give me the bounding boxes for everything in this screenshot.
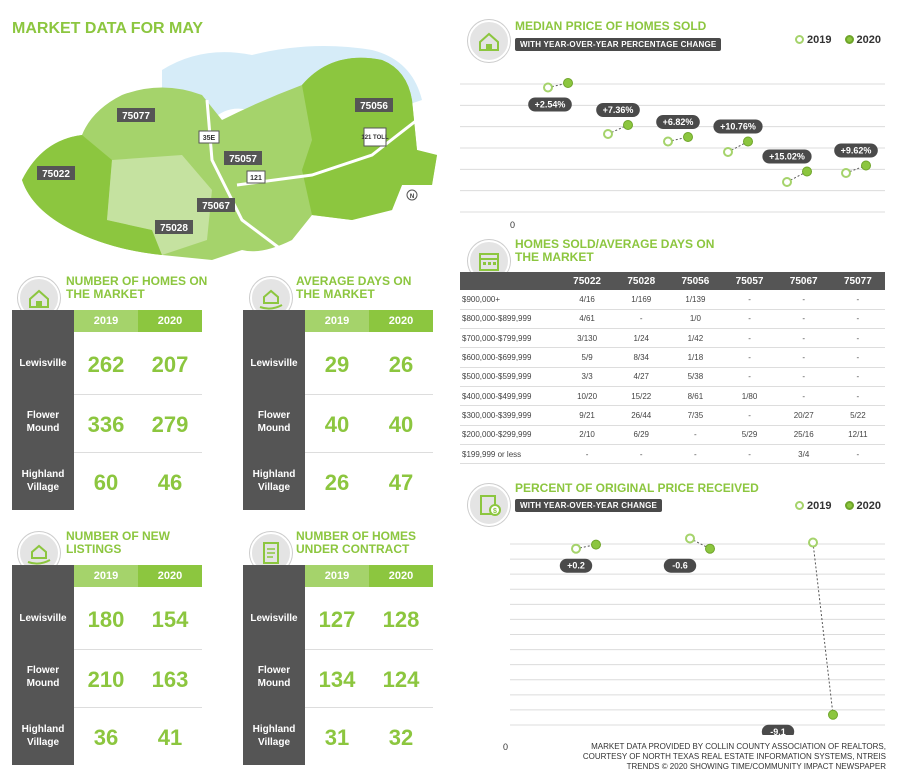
stat-table-average-days (243, 310, 433, 510)
table-cell: 1/80 (722, 386, 776, 405)
zip-label-75077: 75077 (122, 111, 150, 122)
value-2019: 336 (87, 412, 125, 437)
value-2019: 26 (324, 470, 350, 495)
legend-2020-label: 2020 (856, 500, 882, 512)
value-2019: 127 (318, 607, 356, 632)
homes-sold-title: HOMES SOLD/AVERAGE DAYS ON THE MARKET (515, 237, 715, 265)
point-2020 (706, 544, 715, 553)
point-2019 (664, 138, 672, 146)
table-cell: 1/169 (614, 290, 668, 309)
table-cell: 26/44 (614, 406, 668, 425)
legend-2020-icon (845, 35, 854, 44)
table-cell: 2/10 (560, 425, 614, 444)
median-chart-title: MEDIAN PRICE OF HOMES SOLD (515, 19, 707, 33)
table-cell: 5/29 (722, 425, 776, 444)
table-title: NUMBER OF HOMES UNDER CONTRACT (296, 529, 416, 557)
table-row (460, 386, 885, 405)
point-2019 (572, 545, 580, 553)
table-cell: 5/22 (831, 406, 885, 425)
header-2019: 2019 (305, 310, 369, 332)
point-2020 (684, 133, 693, 142)
table-cell: 20/27 (777, 406, 831, 425)
value-2020: 279 (151, 412, 189, 437)
value-2019: 134 (318, 667, 356, 692)
point-2019 (783, 178, 791, 186)
point-2020 (803, 167, 812, 176)
zip-label-75057: 75057 (229, 154, 257, 165)
price-range-label: $500,000-$599,999 (460, 367, 560, 386)
table-cell: 8/61 (668, 386, 722, 405)
row-label: Flower Mound (26, 665, 60, 689)
legend-2019-icon (795, 35, 804, 44)
change-label: -0.6 (672, 560, 688, 571)
median-axis-zero: 0 (510, 220, 516, 230)
point-2019 (544, 84, 552, 92)
price-range-label: $700,000-$799,999 (460, 329, 560, 348)
footer-line2: COURTESY OF NORTH TEXAS REAL ESTATE INFORMATION SYSTEMS, NTREIS (582, 752, 886, 761)
percent-chart-subtitle: WITH YEAR-OVER-YEAR CHANGE (515, 499, 662, 512)
table-row (460, 329, 885, 348)
change-label: +7.36% (602, 105, 634, 115)
zip-label-75022: 75022 (42, 169, 70, 180)
table-cell: 3/130 (560, 329, 614, 348)
footer-line3: TRENDS © 2020 SHOWING TIME/COMMUNITY IMPACT NEWSPAPER (626, 762, 886, 771)
road-label-121: 121 (250, 175, 262, 182)
row-label: Flower Mound (26, 410, 60, 434)
stat-table-under-contract (243, 565, 433, 765)
table-cell: 1/0 (668, 309, 722, 328)
header-2020: 2020 (138, 565, 202, 587)
value-2020: 154 (151, 607, 189, 632)
stat-table-homes-on-market (12, 310, 202, 510)
change-connector (813, 543, 833, 715)
point-2020 (564, 79, 573, 88)
price-range-label: $900,000+ (460, 290, 560, 309)
table-cell: 10/20 (560, 386, 614, 405)
table-cell: - (777, 290, 831, 309)
percent-price-chart (460, 520, 885, 735)
legend-2020-label: 2020 (856, 34, 882, 46)
row-label: Lewisville (250, 613, 298, 624)
table-title: AVERAGE DAYS ON THE MARKET (296, 274, 412, 302)
table-cell: - (614, 444, 668, 463)
table-cell: 1/42 (668, 329, 722, 348)
price-range-label: $800,000-$899,999 (460, 309, 560, 328)
table-cell: - (722, 444, 776, 463)
table-row (460, 309, 885, 328)
table-title: NUMBER OF HOMES ON THE MARKET (66, 274, 208, 302)
row-label: Flower Mound (257, 665, 291, 689)
change-label: +0.2 (567, 560, 585, 571)
value-2020: 26 (388, 352, 414, 377)
row-label: Highland Village (252, 469, 296, 493)
percent-axis-zero: 0 (503, 742, 509, 752)
value-2020: 124 (382, 667, 420, 692)
row-label: Lewisville (250, 358, 298, 369)
value-2020: 128 (382, 607, 420, 632)
value-2020: 163 (151, 667, 189, 692)
table-cell: - (777, 329, 831, 348)
footer-line1: MARKET DATA PROVIDED BY COLLIN COUNTY ASSOCIATION OF REALTORS, (591, 742, 886, 751)
value-2019: 29 (324, 352, 350, 377)
table-cell: 15/22 (614, 386, 668, 405)
price-range-label: $300,000-$399,999 (460, 406, 560, 425)
legend-2019-label: 2019 (807, 34, 832, 46)
table-cell: - (777, 386, 831, 405)
table-row (460, 425, 885, 444)
road-label-121-toll: 121 TOLL (361, 135, 389, 141)
table-cell: - (831, 386, 885, 405)
change-label: +9.62% (840, 145, 872, 156)
change-label: -9.1 (770, 726, 786, 735)
table-cell: - (668, 444, 722, 463)
value-2020: 41 (157, 725, 183, 750)
median-price-chart (460, 62, 885, 232)
point-2020 (592, 540, 601, 549)
zip-map (12, 40, 442, 260)
legend-2020-icon (845, 501, 854, 510)
table-cell: 9/21 (560, 406, 614, 425)
table-cell: - (722, 406, 776, 425)
table-cell: 7/35 (668, 406, 722, 425)
header-2020: 2020 (369, 310, 433, 332)
table-cell: - (831, 329, 885, 348)
table-cell: 3/4 (777, 444, 831, 463)
point-2020 (744, 137, 753, 146)
north-label: N (409, 194, 415, 200)
col-header: 75022 (560, 272, 614, 290)
table-cell: - (831, 290, 885, 309)
zip-label-75028: 75028 (160, 223, 188, 234)
table-cell: 4/16 (560, 290, 614, 309)
table-cell: - (614, 309, 668, 328)
legend-2019-label: 2019 (807, 500, 832, 512)
table-cell: - (831, 309, 885, 328)
point-2020 (829, 710, 838, 719)
table-cell: - (831, 367, 885, 386)
homes-sold-table (460, 272, 885, 464)
point-2019 (604, 130, 612, 138)
value-2019: 40 (324, 412, 350, 437)
table-cell: - (777, 309, 831, 328)
table-cell: 5/9 (560, 348, 614, 367)
table-row (460, 406, 885, 425)
col-header: 75057 (722, 272, 776, 290)
value-2020: 47 (388, 470, 414, 495)
row-label: Highland Village (21, 724, 65, 748)
table-cell: - (831, 444, 885, 463)
row-label: Highland Village (21, 469, 65, 493)
value-2019: 180 (87, 607, 125, 632)
col-header: 75028 (614, 272, 668, 290)
header-2020: 2020 (369, 565, 433, 587)
table-cell: 4/61 (560, 309, 614, 328)
table-cell: - (560, 444, 614, 463)
change-label: +15.02% (769, 151, 805, 162)
change-label: +2.54% (534, 99, 566, 110)
point-2019 (724, 148, 732, 156)
table-cell: 5/38 (668, 367, 722, 386)
col-header: 75056 (668, 272, 722, 290)
header-2019: 2019 (74, 565, 138, 587)
table-cell: 8/34 (614, 348, 668, 367)
house-icon (468, 20, 510, 62)
table-cell: 4/27 (614, 367, 668, 386)
table-row (460, 444, 885, 463)
median-legend (795, 34, 881, 46)
table-cell: 1/24 (614, 329, 668, 348)
header-2019: 2019 (74, 310, 138, 332)
value-2019: 36 (93, 725, 119, 750)
header-2019: 2019 (305, 565, 369, 587)
value-2020: 46 (157, 470, 183, 495)
row-label: Lewisville (19, 358, 67, 369)
value-2019: 60 (93, 470, 119, 495)
value-2019: 31 (324, 725, 350, 750)
table-title: NUMBER OF NEW LISTINGS (66, 529, 170, 557)
point-2020 (624, 121, 633, 130)
point-2019 (686, 534, 694, 542)
header-2020: 2020 (138, 310, 202, 332)
table-cell: - (777, 367, 831, 386)
page-title: MARKET DATA FOR MAY (12, 20, 204, 37)
zip-label-75067: 75067 (202, 201, 230, 212)
table-cell: 1/139 (668, 290, 722, 309)
percent-chart-title: PERCENT OF ORIGINAL PRICE RECEIVED (515, 481, 759, 495)
change-label: +6.82% (662, 117, 694, 127)
table-cell: 6/29 (614, 425, 668, 444)
price-range-label: $600,000-$699,999 (460, 348, 560, 367)
table-cell: 3/3 (560, 367, 614, 386)
percent-legend (795, 500, 881, 512)
table-row (460, 348, 885, 367)
road-label-35e: 35E (202, 135, 216, 142)
table-cell: 12/11 (831, 425, 885, 444)
table-cell: 1/18 (668, 348, 722, 367)
table-cell: - (777, 348, 831, 367)
table-cell: - (722, 329, 776, 348)
price-range-label: $199,999 or less (460, 444, 560, 463)
value-2019: 210 (87, 667, 125, 692)
price-range-label: $400,000-$499,999 (460, 386, 560, 405)
table-cell: - (722, 309, 776, 328)
stat-table-new-listings (12, 565, 202, 765)
row-label: Highland Village (252, 724, 296, 748)
footer-credits (566, 742, 886, 772)
change-label: +10.76% (720, 121, 756, 132)
table-cell: - (722, 348, 776, 367)
table-cell: - (722, 290, 776, 309)
median-chart-subtitle: WITH YEAR-OVER-YEAR PERCENTAGE CHANGE (515, 38, 721, 51)
legend-2019-icon (795, 501, 804, 510)
point-2019 (809, 539, 817, 547)
svg-text:$: $ (493, 508, 497, 515)
table-cell: - (831, 348, 885, 367)
value-2020: 32 (388, 725, 414, 750)
point-2020 (862, 161, 871, 170)
zip-label-75056: 75056 (360, 101, 388, 112)
row-label: Lewisville (19, 613, 67, 624)
row-label: Flower Mound (257, 410, 291, 434)
table-row (460, 367, 885, 386)
value-2020: 207 (151, 352, 189, 377)
value-2020: 40 (388, 412, 414, 437)
value-2019: 262 (87, 352, 125, 377)
col-header: 75067 (777, 272, 831, 290)
price-range-label: $200,000-$299,999 (460, 425, 560, 444)
table-cell: 25/16 (777, 425, 831, 444)
table-row (460, 290, 885, 309)
table-cell: - (722, 367, 776, 386)
table-cell: - (668, 425, 722, 444)
point-2019 (842, 169, 850, 177)
col-header: 75077 (831, 272, 885, 290)
